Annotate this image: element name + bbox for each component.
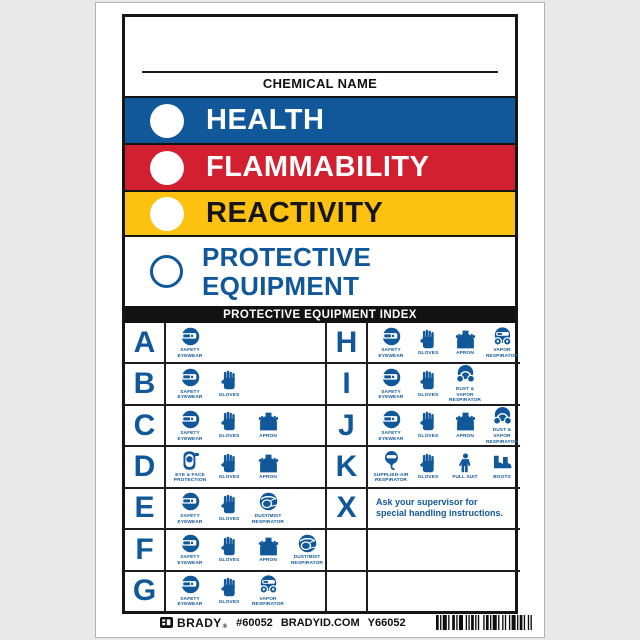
equipment-items-cell bbox=[368, 572, 520, 611]
gloves-icon bbox=[418, 370, 439, 391]
equipment-item-label: GLOVES bbox=[417, 392, 439, 398]
equipment-items-cell bbox=[368, 447, 520, 486]
equipment-item bbox=[249, 453, 287, 481]
footer bbox=[160, 614, 537, 631]
equipment-item-label: VAPOR RESPIRATOR bbox=[251, 596, 284, 608]
dust-vapor-respirator-icon bbox=[492, 406, 513, 427]
equipment-item bbox=[249, 574, 287, 608]
gloves-icon bbox=[418, 329, 439, 350]
gloves-icon bbox=[219, 370, 240, 391]
equipment-item-label: SUPPLIED-AIR RESPIRATOR bbox=[373, 472, 409, 484]
equipment-item bbox=[210, 370, 248, 398]
equipment-item bbox=[373, 409, 409, 443]
equipment-item-label: SAFETY EYEWEAR bbox=[378, 431, 404, 442]
equipment-item-label: SAFETY EYEWEAR bbox=[177, 431, 203, 442]
equipment-item-label: EYE & FACE PROTECTION bbox=[173, 472, 207, 484]
special-instructions-text: Ask your supervisor for special handling instructions. bbox=[376, 496, 504, 519]
index-letter bbox=[327, 530, 368, 569]
chemical-name-section bbox=[125, 17, 515, 96]
part-number: #60052 bbox=[236, 616, 273, 629]
equipment-item bbox=[484, 406, 520, 445]
gloves-icon bbox=[219, 577, 240, 598]
safety-eyewear-icon bbox=[381, 409, 402, 430]
brady-brand-text: BRADY bbox=[177, 615, 222, 630]
equipment-item bbox=[210, 577, 248, 605]
equipment-item-label: SAFETY EYEWEAR bbox=[177, 389, 203, 401]
health-label: HEALTH bbox=[206, 104, 325, 136]
index-letter bbox=[327, 572, 368, 611]
index-row-g bbox=[125, 572, 325, 611]
reactivity-label: REACTIVITY bbox=[206, 197, 384, 229]
equipment-item-label: GLOVES bbox=[218, 392, 240, 398]
index-row-empty bbox=[327, 572, 520, 611]
equipment-item-label: APRON bbox=[456, 351, 474, 357]
equipment-item-label: DUST/MIST RESPIRATOR bbox=[251, 513, 284, 525]
equipment-item-label: GLOVES bbox=[218, 516, 240, 522]
equipment-item bbox=[484, 453, 520, 481]
index-letter: A bbox=[125, 323, 166, 362]
protective-equipment-bar bbox=[125, 235, 515, 306]
index-row-k bbox=[327, 447, 520, 488]
equipment-item-label: DUST/MIST RESPIRATOR bbox=[290, 555, 323, 567]
special-instructions-cell bbox=[368, 489, 520, 528]
equipment-item-label: BOOTS bbox=[493, 475, 511, 481]
equipment-item-label: APRON bbox=[259, 558, 277, 564]
index-column-left bbox=[125, 323, 325, 611]
label-sheet bbox=[95, 2, 545, 638]
equipment-item-label: DUST & VAPOR RESPIRATOR bbox=[448, 386, 481, 404]
protective-equipment-rating-circle bbox=[150, 255, 183, 288]
equipment-item bbox=[447, 453, 483, 481]
supplied-air-respirator-icon bbox=[381, 450, 402, 471]
index-row-b bbox=[125, 364, 325, 405]
equipment-item bbox=[410, 411, 446, 439]
equipment-item-label: GLOVES bbox=[417, 433, 439, 439]
equipment-item bbox=[447, 411, 483, 439]
brady-logo-icon bbox=[160, 617, 173, 628]
equipment-item bbox=[171, 367, 209, 401]
gloves-icon bbox=[418, 411, 439, 432]
index-letter: B bbox=[125, 364, 166, 403]
equipment-item bbox=[484, 326, 520, 360]
equipment-item bbox=[171, 450, 209, 484]
index-row-i bbox=[327, 364, 520, 405]
equipment-item bbox=[373, 367, 409, 401]
index-letter: C bbox=[125, 406, 166, 445]
flammability-bar bbox=[125, 143, 515, 190]
protective-equipment-index-header: PROTECTIVE EQUIPMENT INDEX bbox=[125, 306, 515, 323]
gloves-icon bbox=[219, 453, 240, 474]
boots-icon bbox=[492, 453, 513, 474]
full-suit-icon bbox=[455, 453, 476, 474]
equipment-item-label: SAFETY EYEWEAR bbox=[177, 596, 203, 608]
vapor-respirator-icon bbox=[258, 574, 279, 595]
equipment-item bbox=[410, 370, 446, 398]
equipment-item bbox=[447, 329, 483, 357]
equipment-item bbox=[249, 491, 287, 525]
equipment-item-label: SAFETY EYEWEAR bbox=[177, 348, 203, 359]
index-letter: J bbox=[327, 406, 368, 445]
safety-eyewear-icon bbox=[180, 574, 201, 595]
index-letter: E bbox=[125, 489, 166, 528]
safety-eyewear-icon bbox=[381, 367, 402, 388]
index-letter: F bbox=[125, 530, 166, 569]
flammability-rating-circle bbox=[150, 151, 184, 185]
index-letter: H bbox=[327, 323, 368, 362]
equipment-item-label: GLOVES bbox=[218, 433, 240, 439]
index-letter: K bbox=[327, 447, 368, 486]
apron-icon bbox=[258, 453, 279, 474]
equipment-item bbox=[210, 536, 248, 564]
hmis-chemical-label bbox=[122, 14, 518, 614]
equipment-item-label: APRON bbox=[456, 433, 474, 439]
reactivity-bar bbox=[125, 190, 515, 235]
equipment-items-cell bbox=[166, 572, 325, 611]
index-row-j bbox=[327, 406, 520, 447]
eye-face-protection-icon bbox=[180, 450, 201, 471]
equipment-item-label: SAFETY EYEWEAR bbox=[177, 555, 203, 567]
safety-eyewear-icon bbox=[180, 326, 201, 347]
equipment-item-label: SAFETY EYEWEAR bbox=[177, 513, 203, 525]
index-row-h bbox=[327, 323, 520, 364]
apron-icon bbox=[258, 536, 279, 557]
equipment-item-label: VAPOR RESPIRATOR bbox=[485, 348, 518, 359]
apron-icon bbox=[258, 411, 279, 432]
reactivity-rating-circle bbox=[150, 197, 184, 231]
safety-eyewear-icon bbox=[180, 533, 201, 554]
equipment-item-label: SAFETY EYEWEAR bbox=[378, 348, 404, 359]
equipment-item bbox=[210, 453, 248, 481]
safety-eyewear-icon bbox=[180, 409, 201, 430]
index-letter: X bbox=[327, 489, 368, 528]
index-row-empty bbox=[327, 530, 520, 571]
index-letter: G bbox=[125, 572, 166, 611]
equipment-item-label: GLOVES bbox=[218, 558, 240, 564]
dust-mist-respirator-icon bbox=[258, 491, 279, 512]
dust-vapor-respirator-icon bbox=[455, 364, 476, 385]
website-text: BRADYID.COM bbox=[280, 616, 360, 629]
chemical-name-writein-line bbox=[142, 71, 498, 73]
equipment-item-label: GLOVES bbox=[417, 475, 439, 481]
index-column-right bbox=[325, 323, 520, 611]
index-row-d bbox=[125, 447, 325, 488]
health-bar bbox=[125, 96, 515, 143]
equipment-items-cell bbox=[368, 530, 520, 569]
equipment-items-cell bbox=[368, 406, 520, 445]
protective-equipment-index-table bbox=[125, 323, 518, 611]
barcode bbox=[434, 615, 537, 630]
safety-eyewear-icon bbox=[381, 326, 402, 347]
index-row-e bbox=[125, 489, 325, 530]
equipment-item bbox=[171, 409, 209, 443]
equipment-item bbox=[171, 574, 209, 608]
vapor-respirator-icon bbox=[492, 326, 513, 347]
equipment-items-cell bbox=[166, 530, 325, 569]
equipment-item-label: DUST & VAPOR RESPIRATOR bbox=[485, 428, 518, 445]
protective-equipment-label: PROTECTIVE EQUIPMENT bbox=[202, 242, 372, 301]
safety-eyewear-icon bbox=[180, 491, 201, 512]
index-letter: D bbox=[125, 447, 166, 486]
gloves-icon bbox=[219, 411, 240, 432]
index-row-c bbox=[125, 406, 325, 447]
index-row-a bbox=[125, 323, 325, 364]
chemical-name-caption: CHEMICAL NAME bbox=[262, 76, 378, 91]
equipment-items-cell bbox=[166, 364, 325, 403]
gloves-icon bbox=[219, 536, 240, 557]
equipment-items-cell bbox=[166, 489, 325, 528]
equipment-item bbox=[373, 450, 409, 484]
equipment-item-label: APRON bbox=[259, 475, 277, 481]
index-row-x bbox=[327, 489, 520, 530]
equipment-item bbox=[410, 329, 446, 357]
equipment-item bbox=[410, 453, 446, 481]
health-rating-circle bbox=[150, 104, 184, 138]
equipment-item bbox=[171, 491, 209, 525]
gloves-icon bbox=[418, 453, 439, 474]
equipment-item bbox=[249, 536, 287, 564]
equipment-item-label: APRON bbox=[259, 433, 277, 439]
index-row-f bbox=[125, 530, 325, 571]
equipment-item bbox=[210, 494, 248, 522]
sku-number: Y66052 bbox=[367, 616, 406, 629]
safety-eyewear-icon bbox=[180, 367, 201, 388]
dust-mist-respirator-icon bbox=[297, 533, 318, 554]
gloves-icon bbox=[219, 494, 240, 515]
equipment-item-label: GLOVES bbox=[218, 599, 240, 605]
equipment-items-cell bbox=[166, 323, 325, 362]
equipment-items-cell bbox=[166, 406, 325, 445]
equipment-items-cell bbox=[368, 364, 520, 403]
index-letter: I bbox=[327, 364, 368, 403]
equipment-item-label: FULL SUIT bbox=[452, 475, 478, 481]
apron-icon bbox=[455, 411, 476, 432]
equipment-item bbox=[171, 326, 209, 360]
equipment-item bbox=[171, 533, 209, 567]
equipment-item bbox=[373, 326, 409, 360]
equipment-item bbox=[447, 364, 483, 403]
equipment-item bbox=[249, 411, 287, 439]
equipment-items-cell bbox=[368, 323, 520, 362]
equipment-item-label: GLOVES bbox=[218, 475, 240, 481]
registered-mark: ® bbox=[222, 624, 228, 630]
equipment-item bbox=[210, 411, 248, 439]
equipment-items-cell bbox=[166, 447, 325, 486]
equipment-item bbox=[288, 533, 325, 567]
equipment-item-label: GLOVES bbox=[417, 351, 439, 357]
apron-icon bbox=[455, 329, 476, 350]
flammability-label: FLAMMABILITY bbox=[206, 151, 430, 183]
equipment-item-label: SAFETY EYEWEAR bbox=[378, 389, 404, 401]
